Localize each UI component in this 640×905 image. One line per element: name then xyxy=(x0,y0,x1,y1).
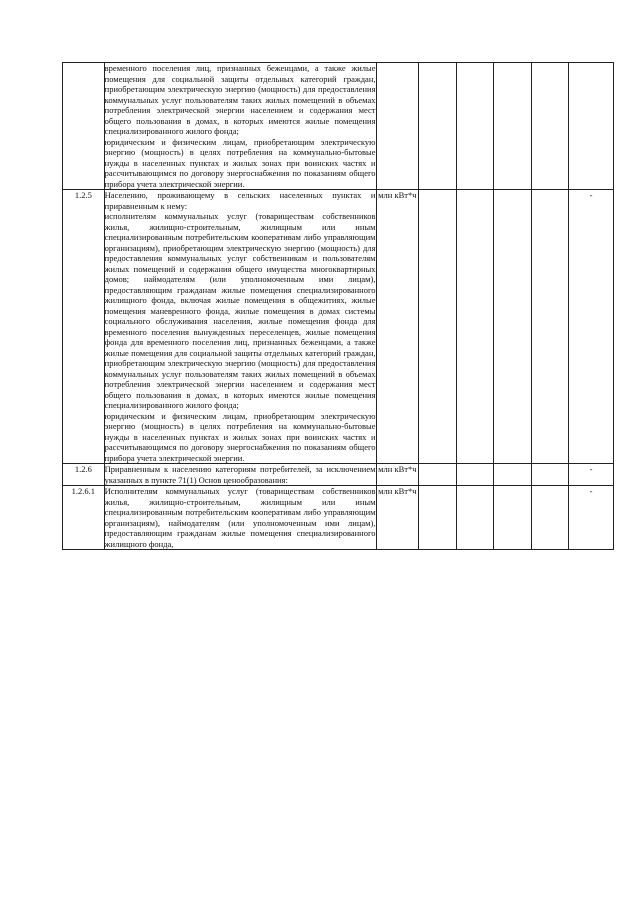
row-number: 1.2.6.1 xyxy=(63,486,105,550)
value-cell xyxy=(419,486,456,550)
tariff-table xyxy=(62,62,614,550)
table-row xyxy=(63,464,614,486)
unit-cell xyxy=(376,63,419,190)
last-value-cell xyxy=(569,63,614,190)
row-description xyxy=(104,63,376,190)
row-description xyxy=(104,486,376,550)
value-cell xyxy=(419,190,456,464)
table-row xyxy=(63,486,614,550)
value-cell xyxy=(531,190,568,464)
table-row xyxy=(63,63,614,190)
paragraph: Населению, проживающему в сельских населенных пунктах и приравненным к нему: xyxy=(104,190,376,211)
row-number: 1.2.5 xyxy=(63,190,105,464)
value-cell xyxy=(456,190,493,464)
paragraph: временного поселения лиц, признанных беженцами, а также жилые помещения для социальной защиты отдельных категорий граждан, приобретающим электрическую энергию (мощность) для предоставления коммунальных услуг пользователям таких жилых помещений в объемах потребления электрической энергии населением и содержания мест общего пользования в домах, в которых имеются жилые помещения специализированного жилого фонда; xyxy=(104,63,376,136)
value-cell xyxy=(456,63,493,190)
row-number: 1.2.6 xyxy=(63,464,105,486)
last-value-cell: - xyxy=(569,486,614,550)
paragraph: исполнителям коммунальных услуг (товариществам собственников жилья, жилищно-строительным, жилищным или иным специализированным потребительским кооперативам либо управляющим организациям), приобретающим электрическую энергию (мощность) для предоставления коммунальных услуг собственникам и пользователям жилых помещений и содержания общего имущества многоквартирных домов; наймодателям (или уполномоченным ими лицам), предоставляющим гражданам жилые помещения специализированного жилищного фонда, включая жилые помещения в общежитиях, жилые помещения маневренного фонда, жилые помещения в домах системы социального обслуживания населения, жилые помещения фонда для временного поселения вынужденных переселенцев, жилые помещения фонда для временного поселения лиц, признанных беженцами, а также жилые помещения для социальной защиты отдельных категорий граждан, приобретающим электрическую энергию (мощность) для предоставления коммунальных услуг пользователям таких жилых помещений в объемах потребления электрической энергии населением и содержания мест общего пользования в домах, в которых имеются жилые помещения специализированного жилого фонда; xyxy=(104,211,376,410)
paragraph: юридическим и физическим лицам, приобретающим электрическую энергию (мощность) в целях потребления на коммунально-бытовые нужды в населенных пунктах и жилых зонах при воинских частях и рассчитывающимся по договору энергоснабжения по показаниям общего прибора учета электрической энергии. xyxy=(104,410,376,463)
unit-cell: млн кВт*ч xyxy=(376,190,419,464)
value-cell xyxy=(531,464,568,486)
value-cell xyxy=(494,63,531,190)
value-cell xyxy=(531,486,568,550)
value-cell xyxy=(494,486,531,550)
paragraph: Исполнителям коммунальных услуг (товариществам собственников жилья, жилищно-строительным, жилищным или иным специализированным потребительским кооперативам либо управляющим организациям), наймодателям (или уполномоченным ими лицам), предоставляющим гражданам жилые помещения специализированного жилищного фонда, xyxy=(104,486,376,549)
row-description xyxy=(104,464,376,486)
value-cell xyxy=(419,464,456,486)
row-number xyxy=(63,63,105,190)
unit-cell: млн кВт*ч xyxy=(376,464,419,486)
value-cell xyxy=(494,190,531,464)
value-cell xyxy=(494,464,531,486)
paragraph: Приравненным к населению категориям потребителей, за исключением указанных в пункте 71(1) Основ ценообразования: xyxy=(104,464,376,485)
value-cell xyxy=(419,63,456,190)
last-value-cell: - xyxy=(569,190,614,464)
value-cell xyxy=(456,464,493,486)
value-cell xyxy=(531,63,568,190)
unit-cell: млн кВт*ч xyxy=(376,486,419,550)
row-description xyxy=(104,190,376,464)
table-row xyxy=(63,190,614,464)
paragraph: юридическим и физическим лицам, приобретающим электрическую энергию (мощность) в целях потребления на коммунально-бытовые нужды в населенных пунктах и жилых зонах при воинских частях и рассчитывающимся по договору энергоснабжения по показаниям общего прибора учета электрической энергии. xyxy=(104,136,376,189)
last-value-cell: - xyxy=(569,464,614,486)
value-cell xyxy=(456,486,493,550)
